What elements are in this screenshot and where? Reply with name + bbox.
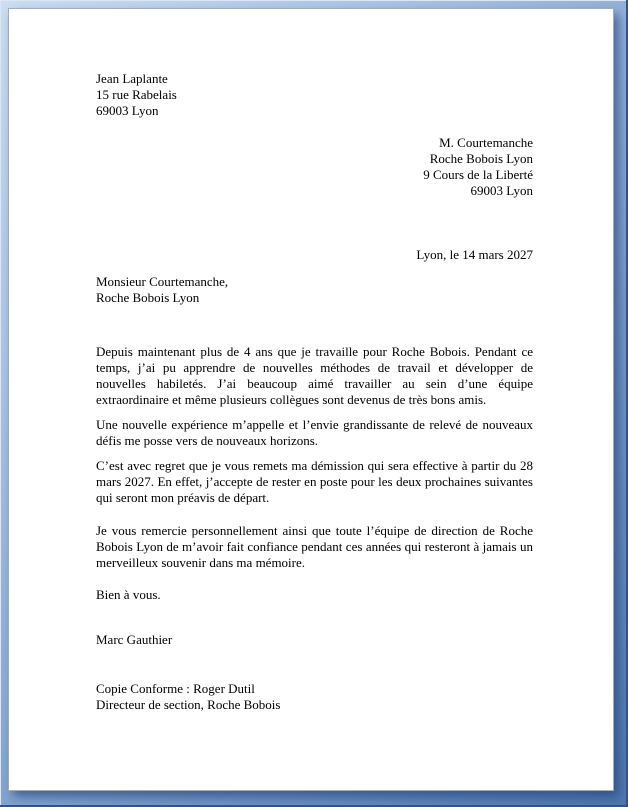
salutation-block xyxy=(96,274,533,306)
copy-conforme-line: Copie Conforme : Roger Dutil xyxy=(96,681,255,696)
recipient-company: Roche Bobois Lyon xyxy=(429,151,533,166)
body-paragraph-3: C’est avec regret que je vous remets ma démission qui sera effective à partir du 28 mars 2027. En effet, j’accepte de rester en poste pour les deux prochaines suivantes qui seront mon préavis de départ. xyxy=(96,458,533,505)
body-paragraph-1: Depuis maintenant plus de 4 ans que je travaille pour Roche Bobois. Pendant ce temps, j’ai pu apprendre de nouvelles méthodes de travail et développer de nouvelles habiletés. J’ai beaucoup aimé travailler au sein d’une équipe extraordinaire et même plusieurs collègues sont devenus de très bons amis. xyxy=(96,344,533,407)
body-paragraph-4: Je vous remercie personnellement ainsi que toute l’équipe de direction de Roche Bobois Lyon de m’avoir fait confiance pendant ces années qui resteront à jamais un merveilleux souvenir dans ma mémoire. xyxy=(96,523,533,570)
letter-page xyxy=(8,8,614,791)
copy-conforme-title: Directeur de section, Roche Bobois xyxy=(96,697,281,712)
recipient-city: 69003 Lyon xyxy=(470,183,533,198)
body-paragraph-2: Une nouvelle expérience m’appelle et l’envie grandissante de relevé de nouveaux défis me posse vers de nouveaux horizons. xyxy=(96,417,533,448)
sender-city: 69003 Lyon xyxy=(96,103,159,118)
recipient-block xyxy=(96,135,533,199)
salutation-name: Monsieur Courtemanche, xyxy=(96,274,229,289)
letter-content xyxy=(9,9,613,713)
sender-street: 15 rue Rabelais xyxy=(96,87,177,102)
signature-name: Marc Gauthier xyxy=(96,632,173,647)
date-line: Lyon, le 14 mars 2027 xyxy=(416,247,533,262)
closing-line: Bien à vous. xyxy=(96,587,161,602)
sender-name: Jean Laplante xyxy=(96,71,168,86)
copy-conforme-block xyxy=(96,681,533,713)
sender-block xyxy=(96,71,533,119)
salutation-company: Roche Bobois Lyon xyxy=(96,290,200,305)
recipient-name: M. Courtemanche xyxy=(439,135,533,150)
recipient-street: 9 Cours de la Liberté xyxy=(423,167,533,182)
